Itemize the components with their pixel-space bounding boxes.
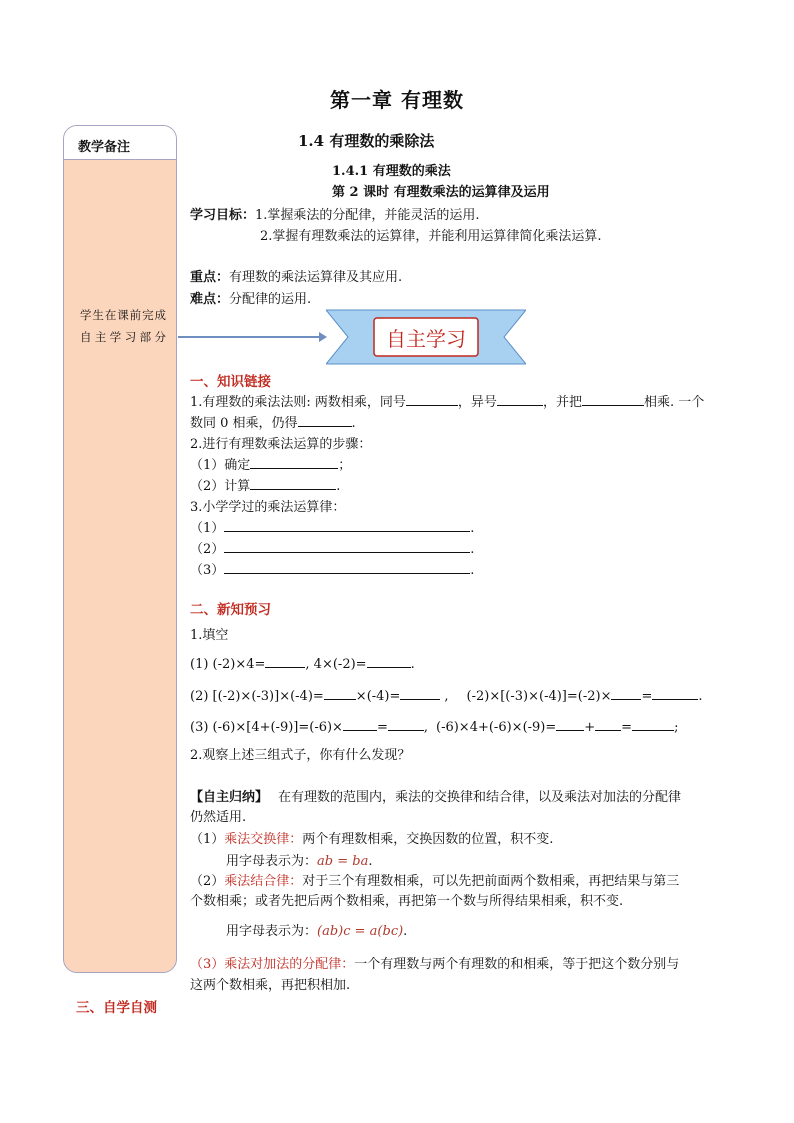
q2-item-1 [190,454,351,473]
law2-formula-end: . [403,924,408,939]
banner-label: 自主学习 [386,327,466,351]
teaching-notes-panel [63,125,177,973]
e2-blank-3[interactable] [611,688,641,700]
e3-text-e: + [584,720,596,735]
e3-blank-1[interactable] [343,719,377,731]
law1-name: 乘法交换律： [224,832,303,847]
e3-text-a: (3) (-6)×[4+(-9)]=(-6)× [190,720,343,735]
e3-text-f: = [621,720,633,735]
q2-item-1-label: （1）确定 [190,458,251,473]
e3-blank-4[interactable] [595,719,621,731]
law1-formula: ab = ba [317,854,369,869]
q1-text-c: ，并把 [542,395,582,410]
fill-label: 1.填空 [190,628,229,643]
e2-text-b: ×(-4)= [355,689,401,704]
law3-text-1: 一个有理数与两个有理数的和相乘，等于把这个数分别与 [354,957,680,972]
q1-text-a: 1.有理数的乘法法则: 两数相乘，同号 [190,395,406,410]
law1-formula-end: . [368,854,373,869]
difficult-point [190,288,311,307]
key-point-label: 重点： [190,270,230,285]
q1-blank-abs[interactable] [582,394,644,406]
q3-blank-3[interactable] [224,562,470,574]
q1-line2 [190,412,356,431]
law1-formula-line [226,850,372,869]
q3-blank-1[interactable] [224,520,470,532]
exercise-1 [190,656,415,672]
law2-formula-label: 用字母表示为： [226,924,318,939]
learning-goals [190,204,480,223]
law2-line-2: 个数相乘；或者先把后两个数相乘，再把第一个数与所得结果相乘，积不变. [190,894,624,909]
q3-item-1-end: . [470,521,475,536]
e2-text-e: = [641,689,653,704]
e2-text-d: (-2)×[(-3)×(-4)]=(-2)× [466,689,612,704]
law1-line [190,828,553,847]
e3-blank-5[interactable] [632,719,674,731]
teaching-notes-header: 教学备注 [64,126,176,160]
law1-formula-label: 用字母表示为： [226,854,318,869]
summary-line-1 [190,786,681,805]
self-study-banner [326,306,526,368]
lesson-title: 第 2 课时 有理数乘法的运算律及运用 [332,185,550,200]
part2-heading: 二、新知预习 [190,602,271,618]
chapter-title: 第一章 有理数 [330,88,464,112]
summary-label: 【自主归纳】 [190,790,269,805]
law2-num: （2） [190,874,225,889]
e3-text-b: = [376,720,388,735]
e3-blank-2[interactable] [388,719,424,731]
e1-text-a: (1) (-2)×4= [190,657,266,672]
e2-text-a: (2) [(-2)×(-3)]×(-4)= [190,689,324,704]
q3-item-3-end: . [470,563,475,578]
goal-item-1: 1.掌握乘法的分配律，并能灵活的运用. [255,208,480,223]
e3-text-c: , [423,720,428,735]
key-point [190,266,402,285]
q2-item-2 [190,475,340,494]
q1-line1 [190,391,704,410]
e1-end: . [410,657,415,672]
q2-blank-sign[interactable] [250,457,338,469]
q2-text: 2.进行有理数乘法运算的步骤： [190,437,372,452]
e2-end: . [698,689,703,704]
summary-text-1: 在有理数的范围内，乘法的交换律和结合律，以及乘法对加法的分配律 [278,790,682,805]
goal-item-2: 2.掌握有理数乘法的运算律，并能利用运算律简化乘法运算. [260,229,602,244]
q2-item-1-end: ； [338,458,352,473]
difficult-point-text: 分配律的运用. [229,292,312,307]
part3-heading: 三、自学自测 [76,1000,157,1016]
q3-blank-2[interactable] [224,541,470,553]
e3-end: ; [674,720,679,735]
exercise-3 [190,719,678,735]
q1-text-b: ，异号 [457,395,497,410]
pointer-arrow-line [178,336,322,338]
law3-line-2: 这两个数相乘，再把积相加. [190,978,351,993]
e3-blank-3[interactable] [556,719,584,731]
difficult-point-label: 难点： [190,292,230,307]
section-title: 1.4 有理数的乘除法 [298,132,435,150]
q3-item-3-label: （3） [190,563,225,578]
law2-text-1: 对于三个有理数相乘，可以先把前面两个数相乘，再把结果与第三 [302,874,680,889]
q1-blank-same-sign[interactable] [406,394,458,406]
law2-formula-line [226,920,407,939]
q3-item-3 [190,559,474,578]
goals-label: 学习目标： [190,208,256,223]
q2-item-2-label: （2）计算 [190,479,251,494]
q3-item-1 [190,517,474,536]
e2-blank-2[interactable] [400,688,440,700]
law2-line-1 [190,870,679,889]
law1-num: （1） [190,832,225,847]
q3-item-2-end: . [470,542,475,557]
e2-text-c: , [444,689,449,704]
q1-blank-diff-sign[interactable] [497,394,543,406]
exercise-2 [190,688,703,704]
summary-line-2: 仍然适用. [190,810,247,825]
law3-num: （3） [190,957,225,972]
e1-text-b: , 4×(-2)= [305,657,367,672]
key-point-text: 有理数的乘法运算律及其应用. [229,270,403,285]
law2-name: 乘法结合律： [224,874,303,889]
q2-blank-compute[interactable] [250,478,336,490]
q2-item-2-end: . [336,479,341,494]
q1-blank-zero[interactable] [298,415,352,427]
e1-blank-1[interactable] [265,656,305,668]
law1-text: 两个有理数相乘，交换因数的位置，积不变. [302,832,554,847]
q1-end: . [351,416,356,431]
q3-text: 3.小学学过的乘法运算律： [190,500,346,515]
law3-line-1 [190,953,679,972]
law2-formula: (ab)c = a(bc) [317,924,404,939]
q3-item-1-label: （1） [190,521,225,536]
law3-name: 乘法对加法的分配律： [224,957,355,972]
q1-text-e: 数同 0 相乘，仍得 [190,416,298,431]
subsection-title: 1.4.1 有理数的乘法 [332,164,451,179]
teaching-note-text: 学生在课前完成自主学习部分 [80,308,166,344]
e1-blank-2[interactable] [367,656,411,668]
q3-item-2-label: （2） [190,542,225,557]
part1-heading: 一、知识链接 [190,374,271,390]
e2-blank-1[interactable] [324,688,356,700]
e3-text-d: (-6)×4+(-6)×(-9)= [436,720,557,735]
q1-text-d: 相乘. 一个 [643,395,705,410]
q3-item-2 [190,538,474,557]
observe-question: 2.观察上述三组式子，你有什么发现？ [190,748,411,763]
e2-blank-4[interactable] [652,688,698,700]
